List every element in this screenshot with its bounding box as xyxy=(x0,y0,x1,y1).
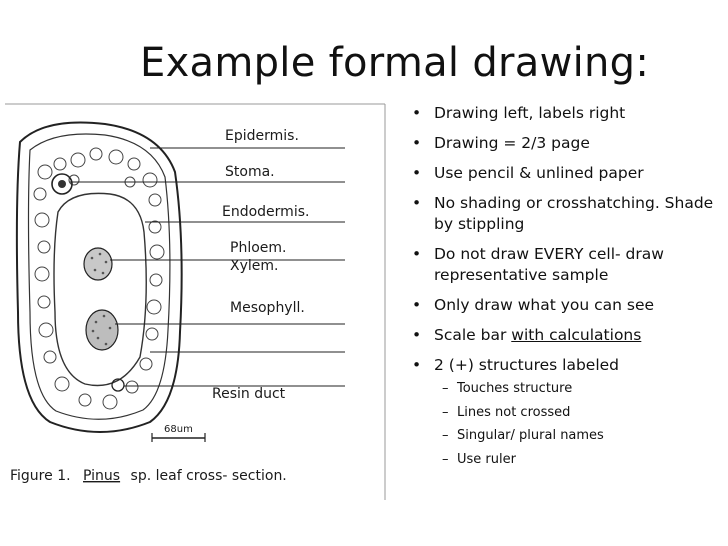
label-stoma: Stoma. xyxy=(225,164,275,180)
caption-description: sp. leaf cross- section. xyxy=(130,468,287,484)
bullet-item-scale-bar xyxy=(409,325,724,346)
caption-figure-number: Figure 1. xyxy=(10,468,71,484)
phloem-bundle xyxy=(84,248,112,280)
structures-bullet-text: 2 (+) structures labeled xyxy=(434,356,620,374)
bullet-item: • Only draw what you can see xyxy=(409,295,724,316)
stoma-pore xyxy=(58,180,66,188)
slide-title: Example formal drawing: xyxy=(140,40,650,86)
sub-bullet-list xyxy=(434,380,724,468)
caption-genus: Pinus xyxy=(83,468,121,484)
bullet-item: • Do not draw EVERY cell- draw representative sample xyxy=(409,244,724,286)
label-xylem: Xylem. xyxy=(230,258,279,274)
bullet-item: • Drawing left, labels right xyxy=(409,103,724,124)
label-epidermis: Epidermis. xyxy=(225,128,299,144)
sub-bullet-item: – Touches structure xyxy=(434,380,724,397)
scale-bullet-prefix: Scale bar xyxy=(434,326,512,344)
sub-bullet-item: – Singular/ plural names xyxy=(434,427,724,444)
scale-bar-label: 68um xyxy=(164,424,193,435)
label-endodermis: Endodermis. xyxy=(222,204,310,220)
guideline-list xyxy=(409,103,724,477)
label-resin-duct: Resin duct xyxy=(212,386,286,402)
bullet-item: • Drawing = 2/3 page xyxy=(409,133,724,154)
label-phloem: Phloem. xyxy=(230,240,287,256)
label-mesophyll: Mesophyll. xyxy=(230,300,305,316)
figure-caption xyxy=(10,468,287,484)
sub-bullet-item: – Lines not crossed xyxy=(434,404,724,421)
sub-bullet-item: – Use ruler xyxy=(434,451,724,468)
bullet-item-structures xyxy=(409,355,724,468)
leaf-cross-section-drawing xyxy=(0,102,400,502)
xylem-bundle xyxy=(86,310,118,350)
bullet-item: • No shading or crosshatching. Shade by stippling xyxy=(409,193,724,235)
drawing-canvas xyxy=(0,102,400,502)
endodermis-ring xyxy=(54,193,146,385)
scale-bullet-underlined: with calculations xyxy=(511,326,642,344)
bullet-item: • Use pencil & unlined paper xyxy=(409,163,724,184)
